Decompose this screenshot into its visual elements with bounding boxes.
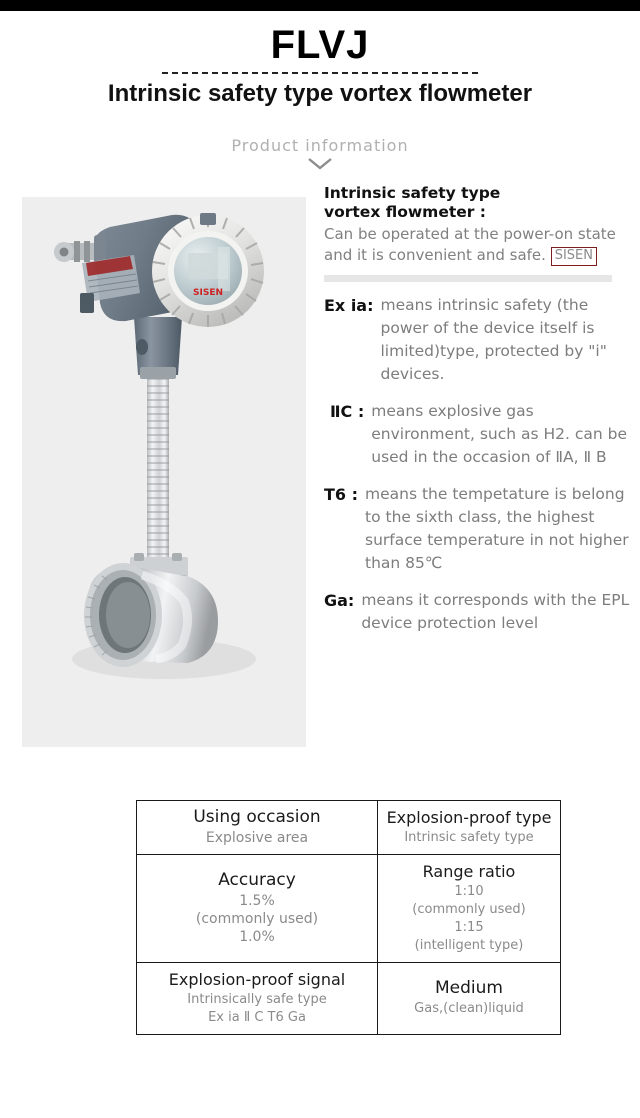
table-cell-accuracy: [137, 855, 378, 963]
definition-iic: [324, 400, 636, 469]
spec-heading-line1: Intrinsic safety type: [324, 184, 501, 202]
top-black-bar: [0, 0, 640, 11]
cell-subtext: 1:10 (commonly used) 1:15 (intelligent type): [412, 884, 526, 953]
cell-subtext: Explosive area: [205, 830, 309, 846]
page-subtitle: Intrinsic safety type vortex flowmeter: [107, 80, 533, 107]
section-divider-bar: [324, 275, 612, 282]
cell-subtext: Gas,(clean)liquid: [414, 1001, 524, 1016]
chevron-down-icon: [0, 157, 640, 171]
section-label-product-information: Product information: [231, 136, 409, 155]
definition-key: Ga:: [324, 591, 355, 610]
definition-t6: [324, 483, 636, 575]
table-row: [137, 855, 561, 963]
definition-value: means intrinsic safety (the power of the device itself is limited)type, protected by "i" devices.: [380, 296, 607, 383]
cell-subtext: Intrinsically safe type Ex ia Ⅱ C T6 Ga: [187, 992, 327, 1025]
table-cell-using-occasion: [137, 801, 378, 855]
product-photo: [22, 197, 306, 747]
svg-text:SISEN: SISEN: [193, 288, 223, 298]
table-cell-range-ratio: [378, 855, 561, 963]
specification-table: [136, 800, 561, 1035]
cell-title: Medium: [435, 978, 503, 998]
cell-title: Explosion-proof type: [386, 808, 552, 827]
page-header: [0, 11, 640, 171]
spec-description-text: Can be operated at the power-on state and it is convenient and safe.: [324, 225, 616, 264]
definition-ex-ia: [324, 294, 636, 386]
table-row: [137, 801, 561, 855]
definition-key: Ex ia:: [324, 296, 374, 315]
table-cell-explosion-proof-type: [378, 801, 561, 855]
definition-key: ⅡC :: [330, 402, 365, 421]
definition-key: T6 :: [324, 485, 359, 504]
cell-title: Using occasion: [193, 807, 321, 827]
table-cell-explosion-proof-signal: [137, 963, 378, 1035]
spec-description: [324, 224, 636, 266]
spec-heading-line2: vortex flowmeter :: [324, 203, 486, 221]
sisen-badge: SISEN: [551, 247, 597, 266]
specification-column: [324, 184, 636, 635]
table-cell-medium: [378, 963, 561, 1035]
cell-title: Explosion-proof signal: [168, 970, 346, 989]
definition-ga: [324, 589, 636, 635]
definition-value: means it corresponds with the EPL device protection level: [361, 591, 630, 632]
cell-subtext: Intrinsic safety type: [404, 830, 534, 845]
page-title: FLVJ: [270, 23, 370, 67]
cell-subtext: 1.5% (commonly used) 1.0%: [195, 893, 319, 945]
definition-value: means the tempetature is belong to the sixth class, the highest surface temperature in not higher than 85℃: [365, 485, 629, 572]
title-dashed-divider: [162, 72, 478, 74]
cell-title: Accuracy: [218, 870, 296, 890]
definition-value: means explosive gas environment, such as H2. can be used in the occasion of ⅡA, Ⅱ B: [371, 402, 628, 466]
cell-title: Range ratio: [422, 862, 516, 881]
table-row: [137, 963, 561, 1035]
